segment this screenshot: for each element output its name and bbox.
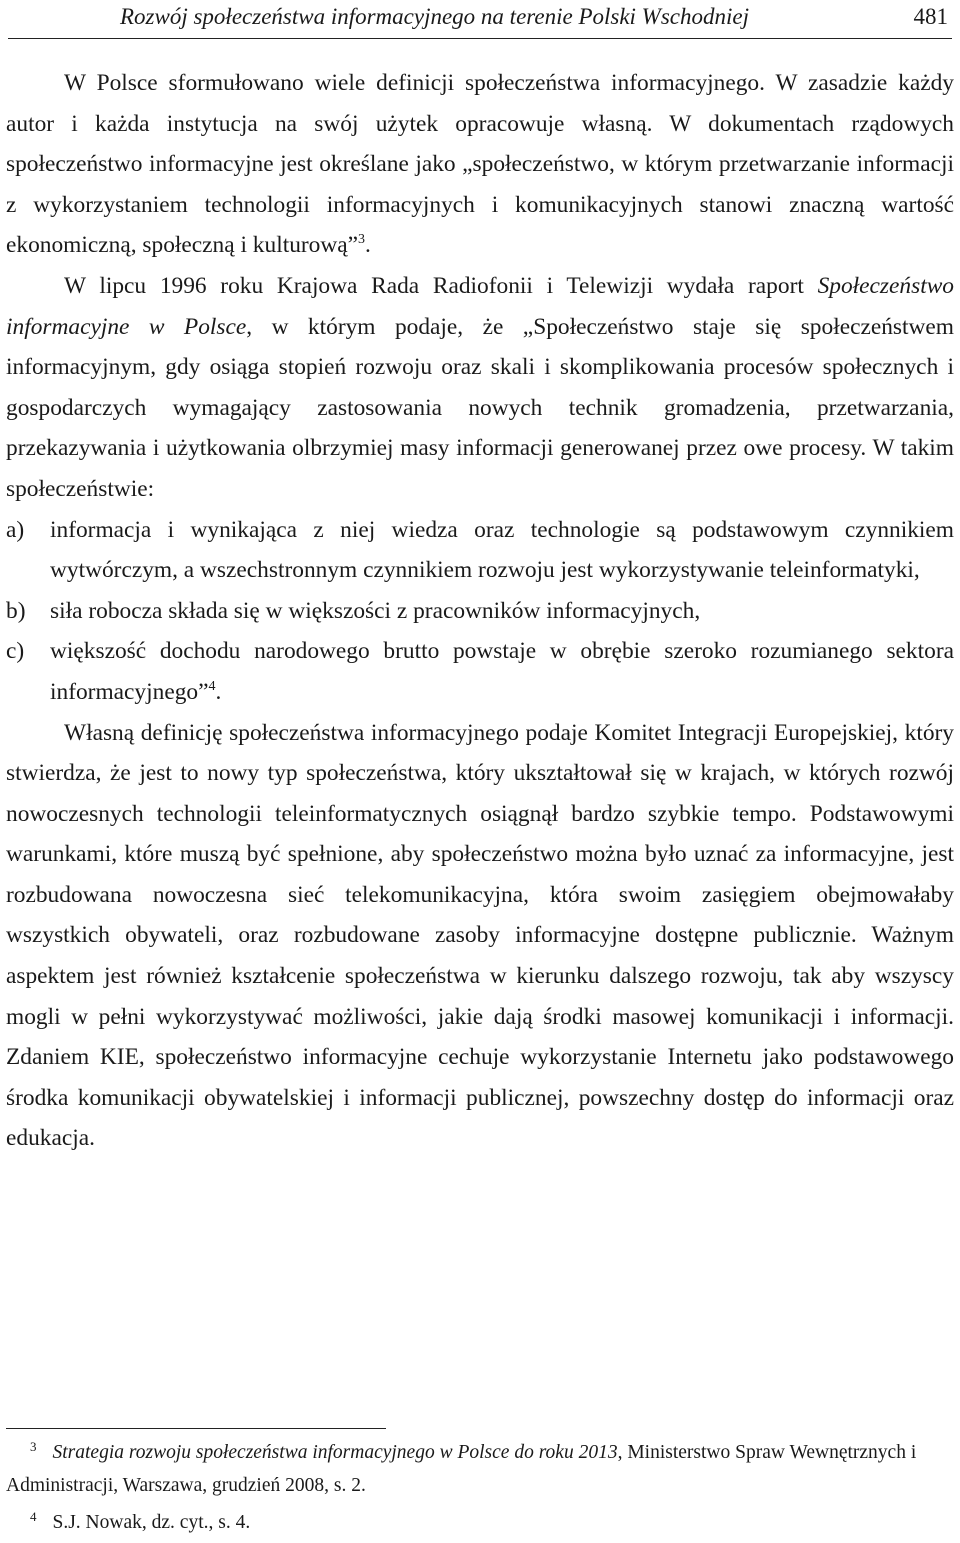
- footnote-divider: [6, 1428, 386, 1429]
- report-title: Społeczeństwo informacyjne w Polsce: [6, 272, 954, 340]
- paragraph-1: [6, 63, 954, 266]
- paragraph-1-text: W Polsce sformułowano wiele definicji społeczeństwa informacyjnego. W zasadzie każdy autor i każda instytucja na swój użytek opracowuje własną. W dokumentach rządowych społeczeństwo informacyjne jest określane jako „społeczeństwo, w którym przetwarzanie informacji z wykorzystaniem technologii informacyjnych i komunikacyjnych stanowi znaczną wartość ekonomiczną, społeczną i kulturową”: [6, 70, 954, 259]
- list-item: [6, 591, 954, 632]
- footnote-number: 4: [30, 1509, 37, 1524]
- footnote-3: [6, 1436, 954, 1502]
- list-marker: b): [6, 597, 26, 624]
- body-text: [6, 63, 954, 1159]
- list-item: [6, 631, 954, 712]
- list-item-text: większość dochodu narodowego brutto powstaje w obrębie szeroko rozumianego sektora informacyjnego”: [50, 638, 954, 705]
- footnotes: [6, 1436, 954, 1543]
- paragraph-3: Własną definicję społeczeństwa informacyjnego podaje Komitet Integracji Europejskiej, który stwierdza, że jest to nowy typ społeczeństwa, który ukształtował się w krajach, w których rozwój nowoczesnych technologii teleinformatycznych osiągnął bardzo szybkie tempo. Podstawowymi warunkami, które muszą być spełnione, aby społeczeństwo można było uznać za informacyjne, jest rozbudowana nowoczesna sieć telekomunikacyjna, która swoim zasięgiem obejmowałaby wszystkich obywateli, oraz rozbudowane zasoby informacyjne dostępne publicznie. Ważnym aspektem jest również kształcenie społeczeństwa w kierunku dalszego rozwoju, tak aby wszyscy mogli w pełni wykorzystywać możliwości, jakie dają środki masowej komunikacji i informacji. Zdaniem KIE, społeczeństwo informacyjne cechuje wykorzystanie Internetu jako podstawowego środka komunikacji obywatelskiej i informacji publicznej, powszechny dostęp do informacji oraz edukacja.: [6, 719, 954, 1152]
- footnote-ref-3[interactable]: 3: [358, 232, 366, 248]
- footnote-4: [6, 1506, 954, 1539]
- footnote-source-title: Strategia rozwoju społeczeństwa informacyjnego w Polsce do roku 2013: [52, 1442, 618, 1463]
- list-item-text: informacja i wynikająca z niej wiedza oraz technologie są podstawowym czynnikiem wytwórczym, a wszechstronnym czynnikiem rozwoju jest wykorzystywanie teleinformatyki,: [50, 516, 954, 584]
- footnote-number: 3: [30, 1439, 37, 1454]
- list-item-text: siła robocza składa się w większości z pracowników informacyjnych,: [50, 597, 701, 624]
- paragraph-2-rest: , w którym podaje, że „Społeczeństwo staje się społeczeństwem informacyjnym, gdy osiąga stopień rozwoju oraz skali i skomplikowania procesów społecznych i gospodarczych wymagający zastosowania nowych technik gromadzenia, przetwarzania, przekazywania i użytkowania olbrzymiej masy informacji generowanej przez owe procesy. W takim społeczeństwie:: [6, 313, 954, 502]
- list-item-end: .: [215, 678, 222, 705]
- page-number: 481: [913, 4, 948, 29]
- paragraph-2: [6, 266, 954, 510]
- list-marker: c): [6, 638, 25, 665]
- footnote-text: S.J. Nowak, dz. cyt., s. 4.: [52, 1512, 251, 1533]
- running-header: [8, 2, 952, 39]
- paragraph-2-start: W lipcu 1996 roku Krajowa Rada Radiofonii i Telewizji wydała raport: [64, 272, 818, 299]
- list-item: [6, 510, 954, 591]
- definition-list: [6, 510, 954, 713]
- list-marker: a): [6, 516, 25, 543]
- footnote-ref-4[interactable]: 4: [208, 678, 216, 694]
- footnote-text: , Ministerstwo Spraw Wewnętrznych i Administracji, Warszawa, grudzień 2008, s. 2.: [6, 1442, 917, 1496]
- paragraph-1-end: .: [365, 232, 371, 259]
- running-header-title: Rozwój społeczeństwa informacyjnego na terenie Polski Wschodniej: [120, 4, 749, 29]
